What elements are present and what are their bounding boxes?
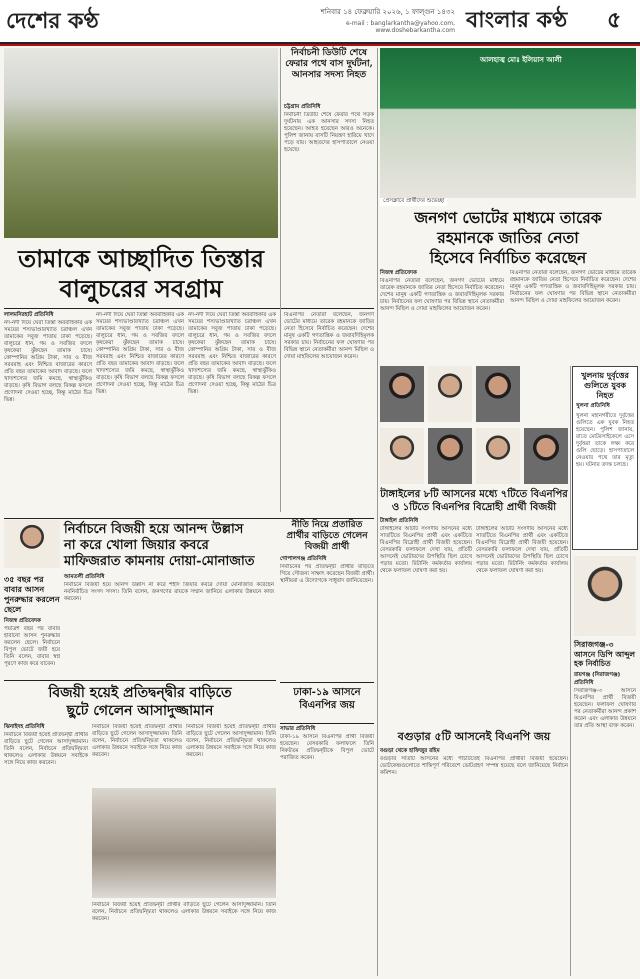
mp-side-byline: নিজস্ব প্রতিবেদক (4, 618, 41, 624)
portrait-6 (476, 428, 520, 484)
asad-body-col1: নির্বাচনে বিজয়ী হয়েই প্রতিদ্বন্দ্বী প্রার্থীর বাড়িতে ছুটে গেলেন আসাদুজ্জামান। তিনি বলেন, নির্বাচনে প্রতিদ্বন্দ্বিতা থাকলেও এলাকার উন্নয়নে সবাইকে সঙ্গে নিয়ে কাজ করবেন। (4, 732, 88, 766)
sirajganj-byline: রায়গঞ্জ (সিরাজগঞ্জ) প্রতিনিধি (574, 672, 621, 686)
mp-side-body: পঁয়ত্রিশ বছর পর বাবার হারানো আসন পুনরুদ্ধার করলেন ছেলে। নির্বাচনে বিপুল ভোটে জয়ী হয়ে তিনি বলেন, বাবার স্বপ্ন পূরণে কাজ করে যাবেন। (4, 626, 60, 667)
asad-photo (92, 788, 276, 898)
khulna-headline: খুলনায় দুর্বৃত্তের গুলিতে যুবক নিহত (581, 370, 629, 400)
mafizul-byline: আমতলী প্রতিনিধি (64, 574, 105, 580)
tarique-headline-line3: হিসেবে নির্বাচিত করেছেন (429, 248, 587, 267)
mid-rule (4, 518, 374, 519)
results-byline: চট্টগ্রাম প্রতিনিধি (284, 104, 321, 110)
tangail-byline: টাঙ্গাইল প্রতিনিধি (380, 518, 419, 524)
mafizul-headline-line1: নির্বাচনে বিজয়ী হয়ে আনন্দ উল্লাস (64, 522, 244, 537)
asad-body-col4: নির্বাচনে বিজয়ী হয়েই প্রতিদ্বন্দ্বী প্রার্থীর বাড়িতে ছুটে গেলেন আসাদুজ্জামান। তিনি বলেন, নির্বাচনে প্রতিদ্বন্দ্বিতা থাকলেও এলাকার উন্নয়নে সবাইকে সঙ্গে নিয়ে কাজ করবেন। (92, 902, 276, 922)
tarique-headline-line1: জনগণ ভোটের মাধ্যমে তারেক (414, 208, 602, 227)
paper-name: বাংলার কণ্ঠ (466, 7, 568, 33)
bogura-body: বগুড়ার সাতটি আসনের মধ্যে পাঁচটিতেই বিএনপির প্রার্থীরা বিজয়ী হয়েছেন। ভোটকেন্দ্রগুলোতে শান্তিপূর্ণ পরিবেশে ভোটগ্রহণ সম্পন্ন হয়েছে বলে জানিয়েছে নির্বাচন কমিশন। (380, 756, 568, 776)
tarique-body-col2: বিএনপির নেতারা বলেছেন, জনগণ ভোটের মাধ্যমে তারেক রহমানকে জাতির নেতা হিসেবে নির্বাচিত করেছেন। দেশের মানুষ একটি গণতান্ত্রিক ও জবাবদিহিমূলক সরকার চায়। নির্বাচনের ফল ঘোষণার পর বিভিন্ন স্থানে নেতাকর্মীরা আনন্দ মিছিল ও দোয়া মাহফিলের আয়োজন করেন। (510, 270, 636, 304)
asad-byline: ঝিনাইদহ প্রতিনিধি (4, 724, 45, 730)
col-rule-1 (280, 48, 281, 512)
tarique-photo (380, 48, 636, 198)
tarique-byline: নিজস্ব প্রতিবেদক (380, 270, 417, 276)
lead-rule (4, 308, 374, 309)
asad-headline-line1: বিজয়ী হয়েই প্রতিদ্বন্দ্বীর বাড়িতে (48, 685, 232, 701)
tarique-body-col1: বিএনপির নেতারা বলেছেন, জনগণ ভোটের মাধ্যমে তারেক রহমানকে জাতির নেতা হিসেবে নির্বাচিত করেছেন। দেশের মানুষ একটি গণতান্ত্রিক ও জবাবদিহিমূলক সরকার চায়। নির্বাচনের ফল ঘোষণার পর বিভিন্ন স্থানে নেতাকর্মীরা আনন্দ মিছিল ও দোয়া মাহফিলের আয়োজন করেন। (380, 278, 504, 312)
mafizul-headline-line3: মাফিজরাত কামনায় দোয়া-মোনাজাত (64, 554, 255, 569)
col-rule-2 (377, 48, 378, 976)
sirajganj-photo (574, 556, 636, 636)
results-headline: নির্বাচনী ডিউটি শেষে ফেরার পথে বাস দুর্ঘটনা, আনসার সদস্য নিহত (285, 48, 373, 80)
bogura-byline: বগুড়া থেকে হাফিজুর রহিম (380, 748, 440, 754)
lead-headline-line2: বালুচরের সবগ্রাম (59, 274, 223, 303)
tarique-continued: বিএনপির নেতারা বলেছেন, জনগণ ভোটের মাধ্যমে তারেক রহমানকে জাতির নেতা হিসেবে নির্বাচিত করেছেন। দেশের মানুষ একটি গণতান্ত্রিক ও জবাবদিহিমূলক সরকার চায়। নির্বাচনের ফল ঘোষণার পর বিভিন্ন স্থানে নেতাকর্মীরা আনন্দ মিছিল ও দোয়া মাহফিলের আয়োজন করেন। (284, 312, 374, 360)
niti-byline: গোপালগঞ্জ প্রতিনিধি (280, 556, 327, 562)
khulna-byline: খুলনা প্রতিনিধি (576, 403, 610, 409)
bogura-headline: বগুড়ার ৫টি আসনেই বিএনপি জয় (397, 730, 551, 743)
lead-headline (4, 244, 278, 304)
portrait-3 (476, 366, 520, 422)
lead-body-col1: নদ-নদী দিয়ে ঘেরা তিস্তা অববাহিকার এক সময়ের শস্যভাণ্ডারখ্যাত চরাঞ্চল এখন তামাকের সবুজ পাতায় ঢাকা পড়েছে। বালুচরে ধান, গম ও সবজির বদলে কৃষকেরা ঝুঁকছেন তামাক চাষে। কোম্পানির অগ্রিম টাকা, সার ও বীজ সরবরাহ এবং নিশ্চিত বাজারের কারণে প্রতি বছর তামাকের আবাদ বাড়ছে। ফলে খাদ্যশস্যের জমি কমছে, স্বাস্থ্যঝুঁকিও বাড়ছে। কৃষি বিভাগ বলছে বিকল্প ফসলে প্রণোদনা দেওয়া হচ্ছে, কিন্তু মাঠের চিত্র ভিন্ন। (4, 320, 92, 403)
col-rule-3 (570, 366, 571, 976)
mp-side-headline: ৩৫ বছর পর বাবার আসন পুনরুদ্ধার করলেন ছেলে (4, 574, 60, 614)
header-rule (0, 44, 640, 46)
dhaka19-box (280, 682, 374, 724)
page-number: ৫ (607, 8, 622, 33)
portrait-4 (380, 428, 424, 484)
tangail-headline-line1: টাঙ্গাইলের ৮টি আসনের মধ্যে ৭টিতে বিএনপির (380, 489, 568, 500)
tangail-headline-line2: ও ১টিতে বিএনপির বিদ্রোহী প্রার্থী বিজয়ী (391, 502, 557, 513)
asad-headline (4, 684, 276, 720)
asad-body-col3: নির্বাচনে বিজয়ী হয়েই প্রতিদ্বন্দ্বী প্রার্থীর বাড়িতে ছুটে গেলেন আসাদুজ্জামান। তিনি বলেন, নির্বাচনে প্রতিদ্বন্দ্বিতা থাকলেও এলাকার উন্নয়নে সবাইকে সঙ্গে নিয়ে কাজ করবেন। (186, 724, 276, 758)
sirajganj-body: সিরাজগঞ্জ-৩ আসনে বিএনপির প্রার্থী বিজয়ী হয়েছেন। ফলাফল ঘোষণার পর নেতাকর্মীরা আনন্দ প্রকাশ করেন এবং এলাকার উন্নয়নে তার প্রতি আস্থা ব্যক্ত করেন। (574, 688, 636, 729)
lead-headline-line1: তামাকে আচ্ছাদিত তিস্তার (18, 244, 264, 273)
tangail-headline (380, 488, 568, 514)
sirajganj-headline: সিরাজগঞ্জ-৩ আসনে ডিপি আব্দুল হক নির্বাচিত (574, 640, 635, 668)
results-body: নির্বাচনী ডিউটি শেষে ফেরার পথে সড়ক দুর্ঘটনায় এক আনসার সদস্য নিহত হয়েছেন। আহত হয়েছেন আরও অনেকে। পুলিশ জানায় বাসটি নিয়ন্ত্রণ হারিয়ে খাদে পড়ে যায়। আহতদের হাসপাতালে নেওয়া হয়েছে। (284, 112, 374, 153)
mafizul-photo (4, 520, 60, 568)
dhaka19-byline: সাভার প্রতিনিধি (280, 726, 316, 732)
dateline: শনিবার ১৪ ফেব্রুয়ারি ২০২৬, ১ ফাল্গুন ১৪৩২ (320, 8, 455, 16)
mafizul-headline-line2: না করে খোলা জিয়ার কবরে (64, 538, 209, 553)
asad-body-col2: নির্বাচনে বিজয়ী হয়েই প্রতিদ্বন্দ্বী প্রার্থীর বাড়িতে ছুটে গেলেন আসাদুজ্জামান। তিনি বলেন, নির্বাচনে প্রতিদ্বন্দ্বিতা থাকলেও এলাকার উন্নয়নে সবাইকে সঙ্গে নিয়ে কাজ করবেন। (92, 724, 182, 758)
tarique-headline (380, 208, 636, 268)
dhaka19-body: ঢাকা-১৯ আসনে বিএনপির প্রার্থী বিজয়ী হয়েছেন। বেসরকারি ফলাফলে তিনি নিকটতম প্রতিদ্বন্দ্বীকে বিপুল ভোটে পরাজিত করেন। (280, 734, 374, 761)
lead-byline: লালমনিরহাট প্রতিনিধি (4, 312, 54, 318)
tangail-body-col1: টাঙ্গাইলের আটটি সংসদীয় আসনের মধ্যে সাতটিতে বিএনপির প্রার্থী এবং একটিতে বিএনপির বিদ্রোহী প্রার্থী বিজয়ী হয়েছেন। বেসরকারি ফলাফলে দেখা যায়, প্রতিটি আসনেই ভোটারদের উপস্থিতি ছিল চোখে পড়ার মতো। রিটার্নিং কর্মকর্তার কার্যালয় থেকে ফলাফল ঘোষণা করা হয়। (380, 526, 472, 574)
lead-body-col2: নদ-নদী দিয়ে ঘেরা তিস্তা অববাহিকার এক সময়ের শস্যভাণ্ডারখ্যাত চরাঞ্চল এখন তামাকের সবুজ পাতায় ঢাকা পড়েছে। বালুচরে ধান, গম ও সবজির বদলে কৃষকেরা ঝুঁকছেন তামাক চাষে। কোম্পানির অগ্রিম টাকা, সার ও বীজ সরবরাহ এবং নিশ্চিত বাজারের কারণে প্রতি বছর তামাকের আবাদ বাড়ছে। ফলে খাদ্যশস্যের জমি কমছে, স্বাস্থ্যঝুঁকিও বাড়ছে। কৃষি বিভাগ বলছে বিকল্প ফসলে প্রণোদনা দেওয়া হচ্ছে, কিন্তু মাঠের চিত্র ভিন্ন। (96, 312, 184, 395)
portrait-2 (428, 366, 472, 422)
portrait-5 (428, 428, 472, 484)
mafizul-headline (64, 522, 274, 570)
niti-body: নির্বাচনের পর প্রতিদ্বন্দ্বী প্রার্থীর বাড়িতে গিয়ে সৌজন্য সাক্ষাৎ করেছেন বিজয়ী প্রার্থী। স্থানীয়রা এ উদ্যোগকে সাধুবাদ জানিয়েছেন। (280, 564, 374, 584)
tangail-body-col2: টাঙ্গাইলের আটটি সংসদীয় আসনের মধ্যে সাতটিতে বিএনপির প্রার্থী এবং একটিতে বিএনপির বিদ্রোহী প্রার্থী বিজয়ী হয়েছেন। বেসরকারি ফলাফলে দেখা যায়, প্রতিটি আসনেই ভোটারদের উপস্থিতি ছিল চোখে পড়ার মতো। রিটার্নিং কর্মকর্তার কার্যালয় থেকে ফলাফল ঘোষণা করা হয়। (476, 526, 568, 574)
tarique-headline-line2: রহমানকে জাতির নেতা (437, 228, 579, 247)
section-title: দেশের কণ্ঠ (6, 8, 99, 34)
contact-line: e-mail : banglarkantha@yahoo.com, www.doshebarkantha.com (345, 20, 455, 34)
asad-headline-line2: ছুটে গেলেন আসাদুজ্জামান (66, 703, 214, 719)
khulna-box (572, 366, 638, 550)
portrait-1 (380, 366, 424, 422)
niti-headline: নীতি নিয়ে প্রতারিত প্রার্থীর বাড়িতে গেলেন বিজয়ী প্রার্থী (286, 520, 368, 552)
lead-body-col3: নদ-নদী দিয়ে ঘেরা তিস্তা অববাহিকার এক সময়ের শস্যভাণ্ডারখ্যাত চরাঞ্চল এখন তামাকের সবুজ পাতায় ঢাকা পড়েছে। বালুচরে ধান, গম ও সবজির বদলে কৃষকেরা ঝুঁকছেন তামাক চাষে। কোম্পানির অগ্রিম টাকা, সার ও বীজ সরবরাহ এবং নিশ্চিত বাজারের কারণে প্রতি বছর তামাকের আবাদ বাড়ছে। ফলে খাদ্যশস্যের জমি কমছে, স্বাস্থ্যঝুঁকিও বাড়ছে। কৃষি বিভাগ বলছে বিকল্প ফসলে প্রণোদনা দেওয়া হচ্ছে, কিন্তু মাঠের চিত্র ভিন্ন। (188, 312, 276, 395)
mafizul-body: নির্বাচনে বিজয়ী হয়ে আনন্দ উল্লাস না করে শহীদ জিয়ার কবরে দোয়া মোনাজাত করেছেন নবনির্বাচিত সংসদ সদস্য। তিনি বলেন, জনগণের রায়কে সম্মান জানিয়ে এলাকার উন্নয়নে কাজ করবেন। (64, 582, 274, 602)
lead-photo (4, 48, 278, 238)
portrait-7 (524, 428, 568, 484)
asad-rule (4, 680, 276, 681)
khulna-body: খুলনা মহানগরীতে দুর্বৃত্তের গুলিতে এক যুবক নিহত হয়েছেন। পুলিশ জানায়, রাতে মোটরসাইকেলে এসে দুর্বৃত্তরা তাকে লক্ষ্য করে গুলি ছোড়ে। হাসপাতালে নেওয়ার পথে তার মৃত্যু হয়। ঘটনার তদন্ত চলছে। (576, 413, 634, 468)
dhaka19-headline: ঢাকা-১৯ আসনে বিএনপির জয় (293, 687, 361, 711)
banner-text: আলহাজ্ব মোঃ ইলিয়াস আলী (480, 56, 562, 64)
tarique-caption: প্রেসক্লাবে প্রার্থীদের শুভেচ্ছা (380, 198, 447, 206)
